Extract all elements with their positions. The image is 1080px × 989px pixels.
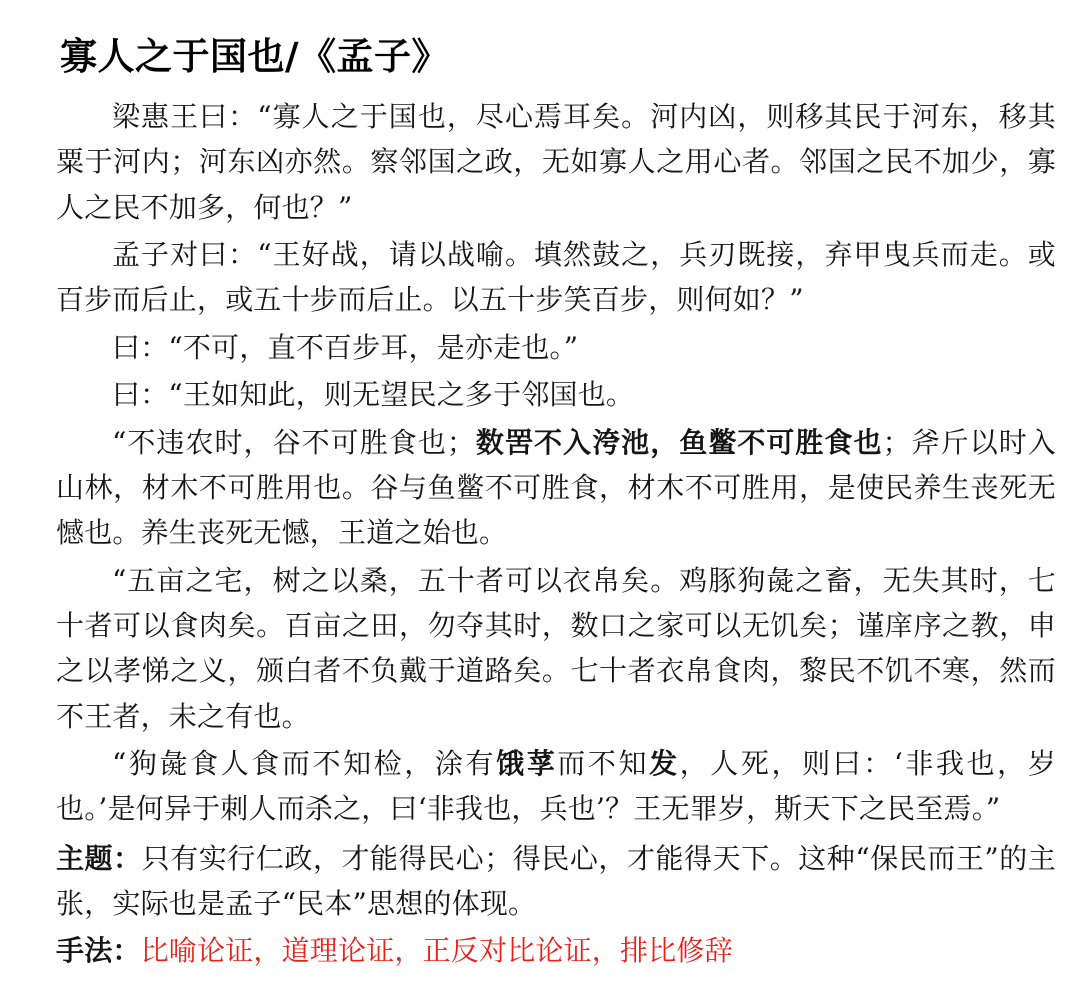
text-run: ，人死，则曰：‘非我也，岁也。’是何异于刺人而杀之，曰‘非我也，兵也’？王无罪岁，斯天下之民至焉。” xyxy=(56,747,1056,826)
method-label: 手法： xyxy=(56,934,141,968)
text-run: 饿莩 xyxy=(496,747,558,781)
paragraph-3 xyxy=(56,325,1056,370)
text-run: 曰：“不可，直不百步耳，是亦走也。” xyxy=(112,330,579,364)
text-run: 数罟不入洿池，鱼鳖不可胜食也 xyxy=(475,425,883,459)
theme-text: 只有实行仁政，才能得民心；得民心，才能得天下。这种“保民而王”的主张，实际也是孟子“民本”思想的体现。 xyxy=(56,841,1057,921)
theme-line xyxy=(56,836,1056,927)
page-title: 寡人之于国也/《孟子》 xyxy=(60,34,450,78)
text-run: “五亩之宅，树之以桑，五十者可以衣帛矣。鸡豚狗彘之畜，无失其时，七十者可以食肉矣。百亩之田，勿夺其时，数口之家可以无饥矣；谨庠序之教，申之以孝悌之义，颁白者不负戴于道路矣。七十者衣帛食肉，黎民不饥不寒，然而不王者，未之有也。 xyxy=(56,563,1056,733)
paragraph-4 xyxy=(56,372,1056,417)
text-run: 曰：“王如知此，则无望民之多于邻国也。 xyxy=(112,378,635,412)
text-run: “不违农时，谷不可胜食也； xyxy=(112,425,476,459)
method-text: 比喻论证，道理论证，正反对比论证，排比修辞 xyxy=(140,934,733,968)
text-run: “狗彘食人食而不知检，涂有 xyxy=(112,747,497,781)
text-run: 梁惠王曰：“寡人之于国也，尽心焉耳矣。河内凶，则移其民于河东，移其粟于河内；河东凶亦然。察邻国之政，无如寡人之用心者。邻国之民不加少，寡人之民不加多，何也？” xyxy=(56,100,1056,224)
paragraph-6 xyxy=(56,558,1056,739)
paragraph-1 xyxy=(56,94,1056,230)
paragraph-7 xyxy=(56,741,1056,832)
text-run: 孟子对曰：“王好战，请以战喻。填然鼓之，兵刃既接，弃甲曳兵而走。或百步而后止，或五十步而后止。以五十步笑百步，则何如？” xyxy=(56,238,1056,317)
method-line xyxy=(56,928,1056,973)
text-run: 发 xyxy=(649,747,680,781)
paragraph-5 xyxy=(56,420,1056,556)
theme-label: 主题： xyxy=(56,841,142,875)
text-run: ；斧斤以时入山林，材木不可胜用也。谷与鱼鳖不可胜食，材木不可胜用，是使民养生丧死无憾也。养生丧死无憾，王道之始也。 xyxy=(56,425,1057,550)
document-body xyxy=(56,94,1056,832)
paragraph-2 xyxy=(56,232,1056,323)
text-run: 而不知 xyxy=(557,747,650,781)
